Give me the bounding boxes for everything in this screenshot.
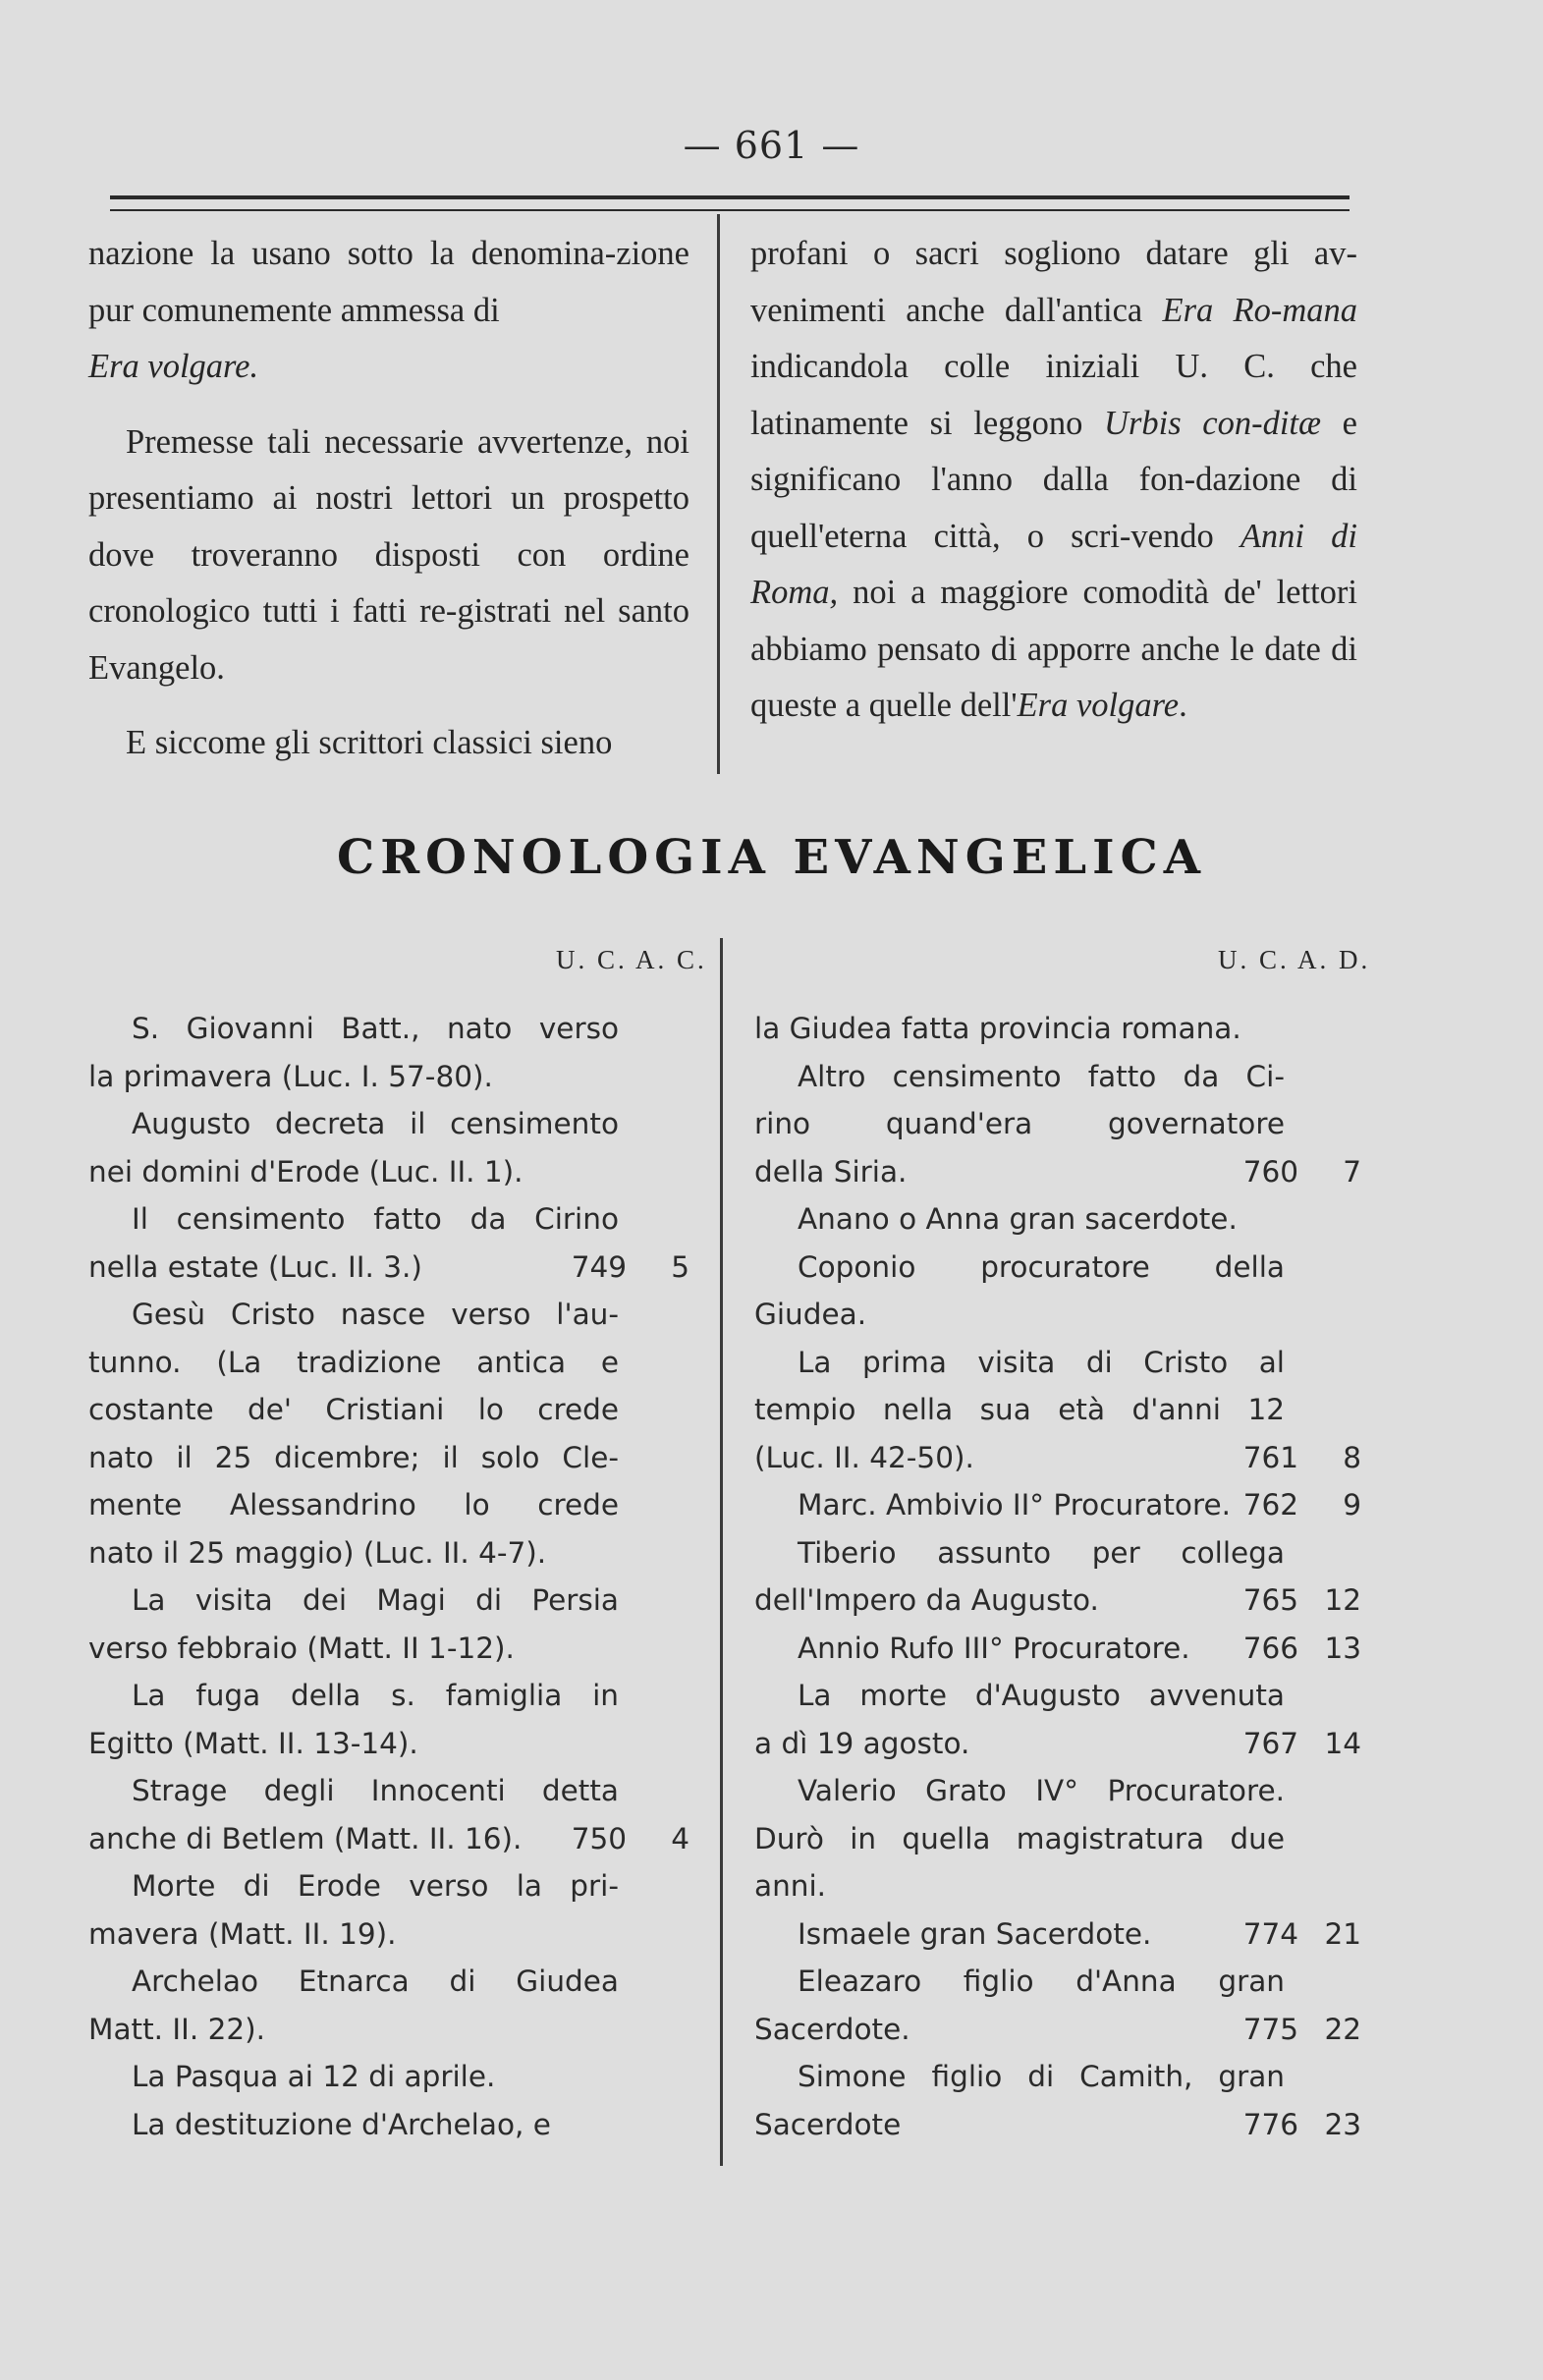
entry-years bbox=[1240, 1625, 1361, 1673]
column-header-left: U. C. A. C. bbox=[556, 945, 707, 974]
chronology-entry bbox=[754, 1672, 1361, 1767]
chronology-entry bbox=[754, 1053, 1361, 1196]
intro-right-text-2: indicandola colle iniziali U. C. che latinamente si leggono bbox=[750, 348, 1357, 442]
chronology-entry bbox=[754, 1339, 1361, 1482]
entry-line: La destituzione d'Archelao, e bbox=[132, 2107, 551, 2141]
entry-line: La Pasqua ai 12 di aprile. bbox=[132, 2060, 496, 2093]
chronology-entry bbox=[754, 1958, 1361, 2053]
intro-right-column bbox=[750, 226, 1357, 735]
entry-line: S. Giovanni Batt., nato verso bbox=[132, 1012, 619, 1045]
entry-line: anni. bbox=[754, 1869, 827, 1903]
entry-line: mente Alessandrino lo crede bbox=[88, 1488, 619, 1522]
year-era-volgare: 7 bbox=[1343, 1154, 1361, 1189]
entry-line: nella estate (Luc. II. 3.) bbox=[88, 1249, 422, 1284]
intro-paragraph-2: Premesse tali necessarie avvertenze, noi presentiamo ai nostri lettori un prospetto dove troveranno disposti con ordine cronologico tutti i fatti re-gistrati nel santo Evangelo. bbox=[88, 422, 689, 687]
entry-text bbox=[88, 1195, 619, 1291]
chronology-entry bbox=[754, 1005, 1361, 1053]
year-urbis-conditae: 749 bbox=[571, 1249, 627, 1284]
year-era-volgare: 23 bbox=[1324, 2107, 1361, 2141]
year-urbis-conditae: 760 bbox=[1242, 1154, 1298, 1189]
entry-line: Tiberio assunto per collega bbox=[798, 1535, 1285, 1570]
entry-line: Sacerdote bbox=[754, 2107, 902, 2141]
entry-line: Strage degli Innocenti detta bbox=[132, 1774, 619, 1807]
entry-line: la Giudea fatta provincia romana. bbox=[754, 1012, 1241, 1045]
entry-line: la primavera (Luc. I. 57-80). bbox=[88, 1059, 493, 1093]
entry-text bbox=[754, 1339, 1285, 1482]
intro-paragraph-right bbox=[750, 226, 1357, 735]
entry-line: (Luc. II. 42-50). bbox=[754, 1440, 974, 1474]
entry-text bbox=[754, 1672, 1285, 1767]
anni-di-roma-italic: Anni di Roma, bbox=[750, 517, 1357, 611]
entry-text bbox=[754, 1958, 1285, 2053]
entry-text bbox=[88, 2053, 619, 2101]
year-era-volgare: 21 bbox=[1324, 1916, 1361, 1951]
chronology-entry bbox=[88, 1862, 689, 1958]
column-divider-top bbox=[717, 214, 720, 774]
year-era-volgare: 9 bbox=[1343, 1488, 1361, 1522]
entry-line: Giudea. bbox=[754, 1298, 867, 1331]
section-title: CRONOLOGIA EVANGELICA bbox=[337, 830, 1206, 885]
entry-years bbox=[568, 1815, 689, 1863]
chronology-entry bbox=[754, 1910, 1361, 1959]
entry-text bbox=[754, 1529, 1285, 1625]
year-urbis-conditae: 774 bbox=[1242, 1916, 1298, 1951]
year-urbis-conditae: 765 bbox=[1242, 1583, 1298, 1617]
entry-text bbox=[754, 1244, 1285, 1339]
entry-line: Egitto (Matt. II. 13-14). bbox=[88, 1726, 418, 1760]
entry-text bbox=[88, 1005, 619, 1100]
entry-line: Valerio Grato IV° Procuratore. bbox=[798, 1774, 1285, 1807]
entry-years bbox=[1240, 2006, 1361, 2054]
year-urbis-conditae: 775 bbox=[1242, 2012, 1298, 2046]
chronology-entry bbox=[88, 2101, 689, 2149]
entry-text bbox=[754, 2053, 1285, 2148]
entry-text bbox=[754, 1767, 1285, 1910]
entry-text bbox=[754, 1005, 1285, 1053]
entry-line: Annio Rufo III° Procuratore. bbox=[798, 1631, 1190, 1665]
entry-line: Durò in quella magistratura due bbox=[754, 1821, 1285, 1855]
entry-line: La prima visita di Cristo al bbox=[798, 1345, 1285, 1379]
header-rule bbox=[110, 195, 1350, 211]
chronology-entry bbox=[88, 1005, 689, 1100]
entry-line: La visita dei Magi di Persia bbox=[132, 1583, 619, 1617]
chronology-entry bbox=[754, 1625, 1361, 1673]
entry-years bbox=[1240, 1720, 1361, 1768]
chronology-right-column bbox=[754, 1005, 1361, 2148]
entry-line: a dì 19 agosto. bbox=[754, 1726, 970, 1760]
entry-line: Gesù Cristo nasce verso l'au- bbox=[132, 1298, 619, 1331]
year-urbis-conditae: 767 bbox=[1242, 1726, 1298, 1760]
entry-line: Il censimento fatto da Cirino bbox=[132, 1202, 619, 1236]
intro-right-text-4: noi a maggiore comodità de' lettori abbiamo pensato di apporre anche le date di queste a quelle dell' bbox=[750, 574, 1357, 724]
entry-text bbox=[88, 2101, 619, 2149]
entry-text bbox=[88, 1100, 619, 1195]
chronology-entry bbox=[88, 1958, 689, 2053]
entry-line: costante de' Cristiani lo crede bbox=[88, 1393, 619, 1426]
entry-text bbox=[754, 1195, 1285, 1244]
page-number: — 661 — bbox=[683, 124, 860, 167]
year-urbis-conditae: 761 bbox=[1242, 1440, 1298, 1474]
entry-line: Morte di Erode verso la pri- bbox=[132, 1869, 619, 1903]
entry-line: verso febbraio (Matt. II 1-12). bbox=[88, 1631, 515, 1665]
entry-line: nei domini d'Erode (Luc. II. 1). bbox=[88, 1154, 524, 1189]
intro-paragraph-1: nazione la usano sotto la denomina-zione pur comunemente ammessa di bbox=[88, 235, 689, 329]
chronology-entry bbox=[754, 1529, 1361, 1625]
chronology-entry bbox=[88, 1672, 689, 1767]
year-urbis-conditae: 750 bbox=[571, 1821, 627, 1855]
chronology-entry bbox=[754, 1244, 1361, 1339]
entry-text bbox=[754, 1053, 1285, 1196]
year-era-volgare: 13 bbox=[1324, 1631, 1361, 1665]
entry-line: Marc. Ambivio II° Procuratore. bbox=[798, 1488, 1231, 1522]
entry-line: della Siria. bbox=[754, 1154, 908, 1189]
entry-years bbox=[1240, 1481, 1361, 1529]
entry-text bbox=[88, 1672, 619, 1767]
entry-line: tunno. (La tradizione antica e bbox=[88, 1345, 619, 1379]
entry-years bbox=[1240, 1910, 1361, 1959]
chronology-entry bbox=[88, 1100, 689, 1195]
entry-line: Coponio procuratore della bbox=[798, 1249, 1285, 1284]
year-urbis-conditae: 766 bbox=[1242, 1631, 1298, 1665]
entry-text bbox=[754, 1625, 1285, 1673]
year-era-volgare: 4 bbox=[671, 1821, 689, 1855]
chronology-entry bbox=[754, 1767, 1361, 1910]
entry-line: Eleazaro figlio d'Anna gran bbox=[798, 1965, 1285, 1998]
entry-years bbox=[1240, 1148, 1361, 1196]
column-divider-bottom bbox=[720, 938, 723, 2166]
entry-line: dell'Impero da Augusto. bbox=[754, 1583, 1099, 1617]
entry-line: anche di Betlem (Matt. II. 16). bbox=[88, 1821, 523, 1855]
intro-right-text-5: . bbox=[1179, 687, 1187, 724]
year-urbis-conditae: 776 bbox=[1242, 2107, 1298, 2141]
entry-line: rino quand'era governatore bbox=[754, 1107, 1285, 1140]
entry-line: Augusto decreta il censimento bbox=[132, 1107, 619, 1140]
era-romana-italic: Era Ro-mana bbox=[1162, 291, 1357, 329]
entry-years bbox=[1240, 1434, 1361, 1482]
entry-line: Sacerdote. bbox=[754, 2012, 910, 2046]
intro-paragraph-3: E siccome gli scrittori classici sieno bbox=[126, 724, 613, 761]
chronology-entry bbox=[88, 1195, 689, 1291]
entry-years bbox=[568, 1244, 689, 1292]
entry-years bbox=[1240, 1577, 1361, 1625]
chronology-entry bbox=[754, 2053, 1361, 2148]
column-header-right: U. C. A. D. bbox=[1218, 945, 1371, 974]
entry-line: Anano o Anna gran sacerdote. bbox=[798, 1202, 1238, 1236]
entry-line: Archelao Etnarca di Giudea bbox=[132, 1965, 619, 1998]
entry-line: mavera (Matt. II. 19). bbox=[88, 1916, 397, 1951]
entry-line: nato il 25 dicembre; il solo Cle- bbox=[88, 1440, 619, 1474]
chronology-entry bbox=[88, 1577, 689, 1672]
chronology-entry bbox=[754, 1481, 1361, 1529]
entry-years bbox=[1240, 2101, 1361, 2149]
entry-text bbox=[88, 1862, 619, 1958]
entry-line: Altro censimento fatto da Ci- bbox=[798, 1059, 1285, 1093]
year-era-volgare: 8 bbox=[1343, 1440, 1361, 1474]
entry-line: Ismaele gran Sacerdote. bbox=[798, 1916, 1152, 1951]
year-era-volgare: 12 bbox=[1324, 1583, 1361, 1617]
entry-line: La morte d'Augusto avvenuta bbox=[798, 1679, 1285, 1712]
era-volgare-italic: Era volgare bbox=[1017, 687, 1180, 724]
urbis-conditae-italic: Urbis con-ditæ bbox=[1104, 404, 1322, 442]
entry-line: nato il 25 maggio) (Luc. II. 4-7). bbox=[88, 1535, 547, 1570]
year-era-volgare: 22 bbox=[1324, 2012, 1361, 2046]
entry-line: Matt. II. 22). bbox=[88, 2012, 265, 2046]
chronology-entry bbox=[754, 1195, 1361, 1244]
year-urbis-conditae: 762 bbox=[1242, 1488, 1298, 1522]
chronology-entry bbox=[88, 1291, 689, 1577]
entry-text bbox=[88, 1291, 619, 1577]
intro-left-column bbox=[88, 226, 689, 772]
intro-right-text-1: profani o sacri sogliono datare gli av-venimenti anche dall'antica bbox=[750, 235, 1357, 329]
year-era-volgare: 14 bbox=[1324, 1726, 1361, 1760]
entry-line: Simone figlio di Camith, gran bbox=[798, 2060, 1285, 2093]
entry-text bbox=[88, 1958, 619, 2053]
entry-text bbox=[88, 1767, 619, 1862]
entry-text bbox=[88, 1577, 619, 1672]
entry-line: La fuga della s. famiglia in bbox=[132, 1679, 619, 1712]
entry-line: tempio nella sua età d'anni 12 bbox=[754, 1393, 1285, 1426]
intro-right-text-3: e significano l'anno dalla fon-dazione di quell'eterna città, o scri-vendo bbox=[750, 404, 1357, 555]
chronology-left-column bbox=[88, 1005, 689, 2148]
intro-era-volgare: Era volgare. bbox=[88, 348, 259, 385]
entry-text bbox=[754, 1910, 1285, 1959]
year-era-volgare: 5 bbox=[671, 1249, 689, 1284]
chronology-entry bbox=[88, 2053, 689, 2101]
chronology-entry bbox=[88, 1767, 689, 1862]
entry-text bbox=[754, 1481, 1285, 1529]
